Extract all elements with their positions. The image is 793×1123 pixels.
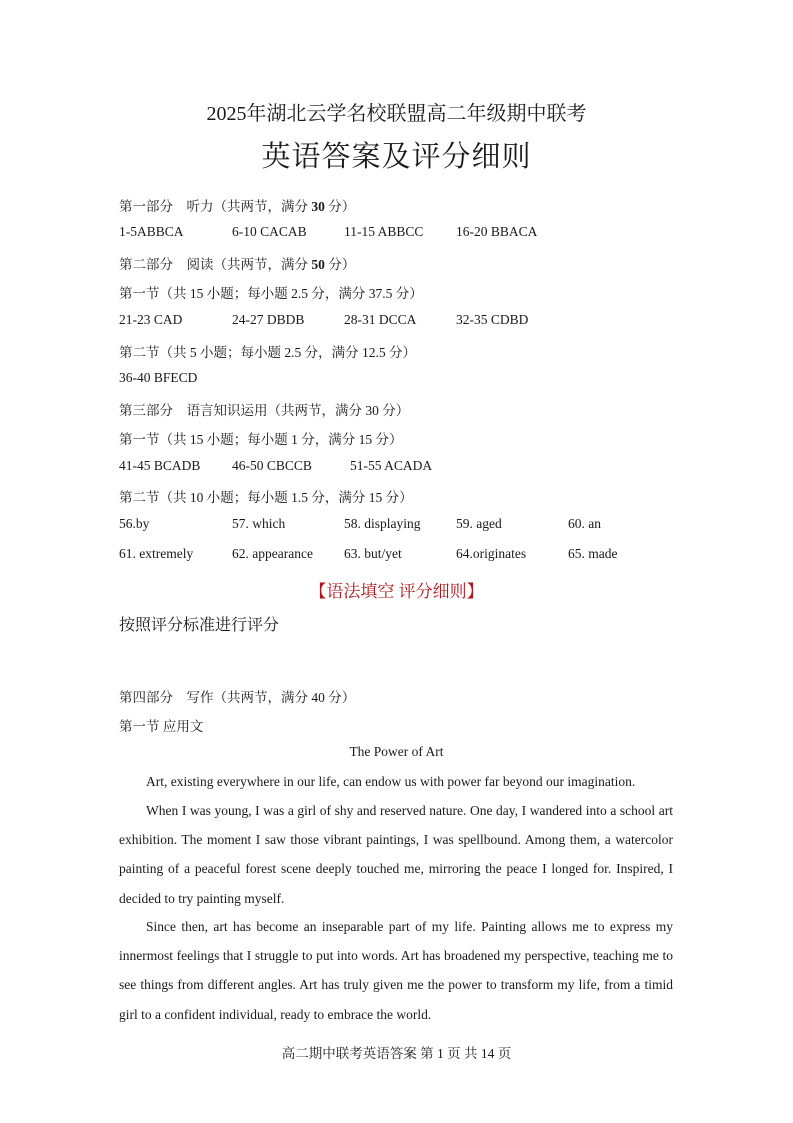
grammar-answer: 60. an [568, 516, 601, 531]
answer-group: 51-55 ACADA [350, 458, 433, 473]
answer-group: 36-40 BFECD [119, 370, 198, 385]
grammar-answer: 58. displaying [344, 516, 421, 531]
grammar-answer: 59. aged [456, 516, 502, 531]
answer-group: 6-10 CACAB [232, 224, 307, 239]
part3-section2-heading: 第二节（共 10 小题；每小题 1.5 分，满分 15 分） [119, 490, 413, 505]
part1-heading: 第一部分 听力（共两节，满分 30 分） [119, 199, 356, 214]
essay-paragraph: Since then, art has become an inseparable part of my life. Painting allows me to express my innermost feelings that I struggle to put into words. Art has broadened my perspective, teaching me to see things from different angles. Art has truly given me the power to transform my life, from a timid girl to a confident individual, ready to embrace the world. [119, 919, 673, 1022]
grammar-answer: 61. extremely [119, 546, 194, 561]
answer-group: 41-45 BCADB [119, 458, 201, 473]
answer-group: 21-23 CAD [119, 312, 183, 327]
part4-section1-heading: 第一节 应用文 [119, 719, 204, 734]
grammar-answer: 63. but/yet [344, 546, 402, 561]
grammar-scoring-text: 按照评分标准进行评分 [119, 615, 280, 634]
answer-group: 16-20 BBACA [456, 224, 538, 239]
essay-title: The Power of Art [349, 744, 444, 759]
part3-section1-heading: 第一节（共 15 小题；每小题 1 分，满分 15 分） [119, 432, 403, 447]
grammar-answer: 65. made [568, 546, 618, 561]
part2-section1-heading: 第一节（共 15 小题；每小题 2.5 分，满分 37.5 分） [119, 286, 423, 301]
part4-heading: 第四部分 写作（共两节，满分 40 分） [119, 690, 356, 705]
essay-paragraph: When I was young, I was a girl of shy and reserved nature. One day, I wandered into a school art exhibition. The moment I saw those vibrant paintings, I was spellbound. Among them, a watercolor painting of a peaceful forest scene deeply touched me, mirroring the peace I longed for. Inspired, I decided to try painting myself. [119, 803, 673, 906]
part2-heading: 第二部分 阅读（共两节，满分 50 分） [119, 257, 356, 272]
exam-title: 2025年湖北云学名校联盟高二年级期中联考 [206, 103, 587, 125]
grammar-answer: 57. which [232, 516, 286, 531]
answer-key-title: 英语答案及评分细则 [261, 141, 532, 173]
page-footer: 高二期中联考英语答案 第 1 页 共 14 页 [281, 1046, 512, 1061]
grammar-scoring-title: 【语法填空 评分细则】 [309, 582, 484, 601]
grammar-answer: 64.originates [456, 546, 527, 561]
answer-group: 46-50 CBCCB [232, 458, 312, 473]
answer-group: 24-27 DBDB [232, 312, 305, 327]
answer-group: 11-15 ABBCC [344, 224, 424, 239]
grammar-answer: 56.by [119, 516, 150, 531]
grammar-answer: 62. appearance [232, 546, 313, 561]
part3-heading: 第三部分 语言知识运用（共两节，满分 30 分） [119, 403, 410, 418]
essay-paragraph: Art, existing everywhere in our life, can endow us with power far beyond our imagination. [146, 774, 636, 789]
answer-group: 32-35 CDBD [456, 312, 529, 327]
answer-group: 28-31 DCCA [344, 312, 417, 327]
answer-group: 1-5ABBCA [119, 224, 184, 239]
part2-section2-heading: 第二节（共 5 小题；每小题 2.5 分，满分 12.5 分） [119, 345, 416, 360]
